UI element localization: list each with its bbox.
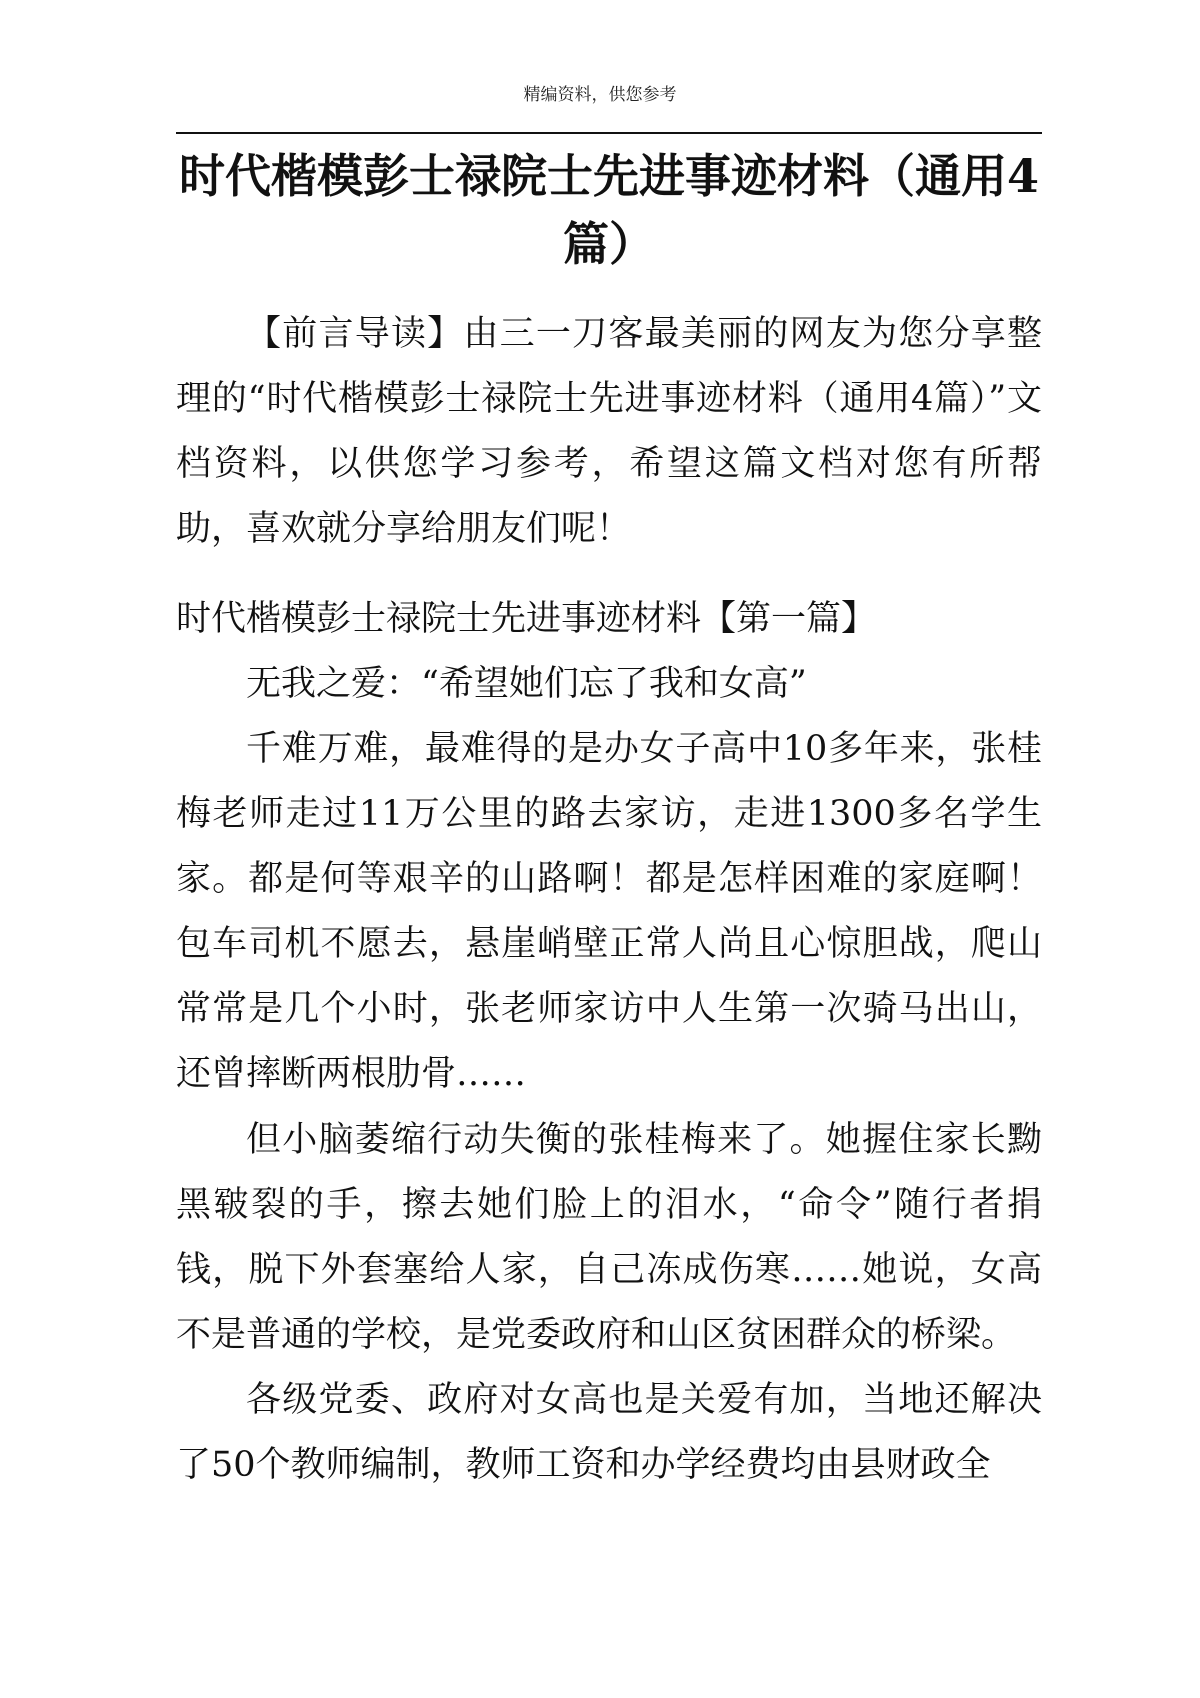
document-title: 时代楷模彭士禄院士先进事迹材料（通用4篇） xyxy=(178,149,1039,271)
body-paragraph: 但小脑萎缩行动失衡的张桂梅来了。她握住家长黝黑皲裂的手，擦去她们脸上的泪水，“命令”随行者捐钱，脱下外套塞给人家，自己冻成伤寒……她说，女高不是普通的学校，是党委政府和山区贫困群众的桥梁。 xyxy=(176,1120,1042,1355)
header-divider xyxy=(176,132,1042,134)
section-heading: 时代楷模彭士禄院士先进事迹材料【第一篇】 xyxy=(176,599,877,639)
subtitle-paragraph: 无我之爱：“希望她们忘了我和女高” xyxy=(246,664,807,704)
body-paragraph: 各级党委、政府对女高也是关爱有加，当地还解决了50个教师编制，教师工资和办学经费均由县财政全 xyxy=(176,1380,1042,1485)
page-header: 精编资料，供您参考 xyxy=(523,85,677,105)
body-paragraph: 千难万难，最难得的是办女子高中10多年来，张桂梅老师走过11万公里的路去家访，走进1300多名学生家。都是何等艰辛的山路啊！都是怎样困难的家庭啊！包车司机不愿去，悬崖峭壁正常人尚且心惊胆战，爬山常常是几个小时，张老师家访中人生第一次骑马出山，还曾摔断两根肋骨…… xyxy=(176,729,1042,1094)
preface-paragraph: 【前言导读】由三一刀客最美丽的网友为您分享整理的“时代楷模彭士禄院士先进事迹材料（通用4篇）”文档资料，以供您学习参考，希望这篇文档对您有所帮助，喜欢就分享给朋友们呢！ xyxy=(176,314,1042,549)
